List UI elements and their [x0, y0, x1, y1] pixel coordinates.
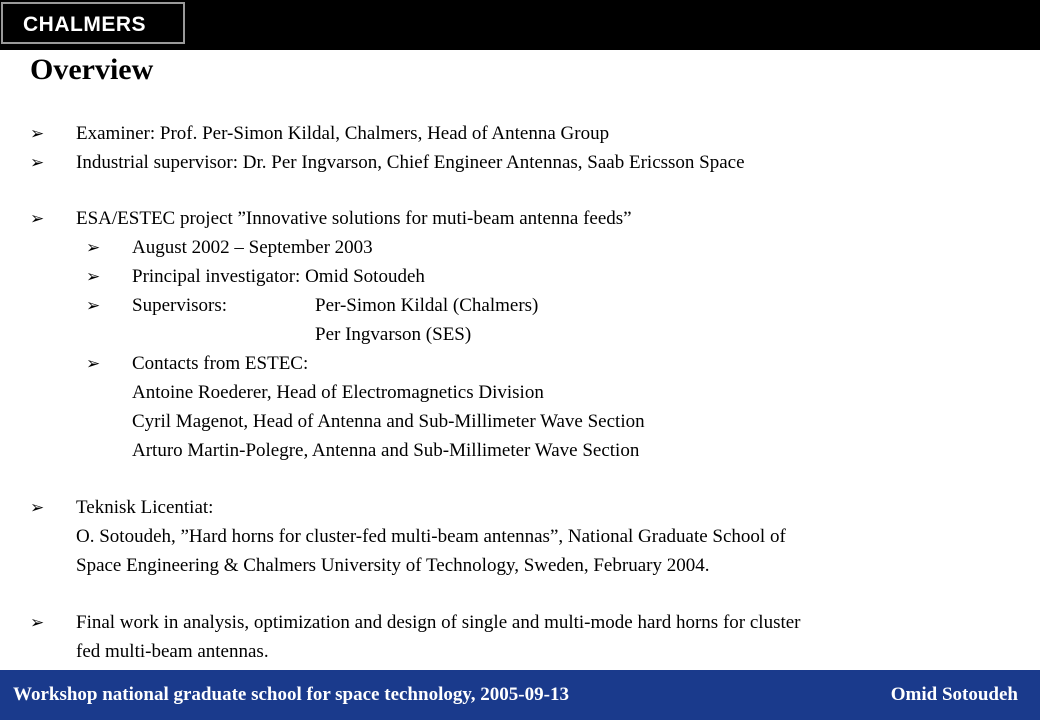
- licentiat-citation-line-2: Space Engineering & Chalmers University of Technology, Sweden, February 2004.: [76, 555, 710, 576]
- logo-text: CHALMERS: [23, 13, 146, 36]
- sub-bullet-contacts-label: Contacts from ESTEC:: [132, 353, 309, 374]
- supervisor-1: Per-Simon Kildal (Chalmers): [315, 295, 539, 316]
- contact-2: Cyril Magenot, Head of Antenna and Sub-Millimeter Wave Section: [132, 411, 645, 432]
- footer-author-text: Omid Sotoudeh: [890, 684, 1018, 705]
- contact-3: Arturo Martin-Polegre, Antenna and Sub-Millimeter Wave Section: [132, 440, 640, 461]
- bullet-arrow-icon: ➢: [86, 296, 101, 316]
- chalmers-logo: [1, 2, 185, 44]
- bullet-industrial-supervisor: Industrial supervisor: Dr. Per Ingvarson, Chief Engineer Antennas, Saab Ericsson Space: [76, 152, 745, 173]
- bullet-esa-project: ESA/ESTEC project ”Innovative solutions for muti-beam antenna feeds”: [76, 208, 632, 229]
- bullet-licentiat-label: Teknisk Licentiat:: [76, 497, 214, 518]
- contact-1: Antoine Roederer, Head of Electromagnetics Division: [132, 382, 544, 403]
- header-bar: [0, 0, 1040, 50]
- bullet-arrow-icon: ➢: [86, 267, 101, 287]
- sub-bullet-supervisors-label: Supervisors:: [132, 295, 227, 316]
- bullet-final-work-line-1: Final work in analysis, optimization and design of single and multi-mode hard horns for cluster: [76, 612, 801, 633]
- footer-bar: [0, 670, 1040, 720]
- footer-event-text: Workshop national graduate school for space technology, 2005-09-13: [13, 684, 569, 705]
- sub-bullet-dates: August 2002 – September 2003: [132, 237, 373, 258]
- bullet-examiner: Examiner: Prof. Per-Simon Kildal, Chalmers, Head of Antenna Group: [76, 123, 610, 144]
- bullet-arrow-icon: ➢: [86, 238, 101, 258]
- bullet-arrow-icon: ➢: [86, 354, 101, 374]
- slide-title: Overview: [30, 53, 154, 86]
- bullet-final-work-line-2: fed multi-beam antennas.: [76, 641, 269, 662]
- licentiat-citation-line-1: O. Sotoudeh, ”Hard horns for cluster-fed multi-beam antennas”, National Graduate School of: [76, 526, 786, 547]
- supervisor-2: Per Ingvarson (SES): [315, 324, 472, 345]
- bullet-arrow-icon: ➢: [30, 498, 45, 518]
- bullet-arrow-icon: ➢: [30, 153, 45, 173]
- sub-bullet-principal-investigator: Principal investigator: Omid Sotoudeh: [132, 266, 425, 287]
- bullet-arrow-icon: ➢: [30, 209, 45, 229]
- bullet-arrow-icon: ➢: [30, 124, 45, 144]
- bullet-arrow-icon: ➢: [30, 613, 45, 633]
